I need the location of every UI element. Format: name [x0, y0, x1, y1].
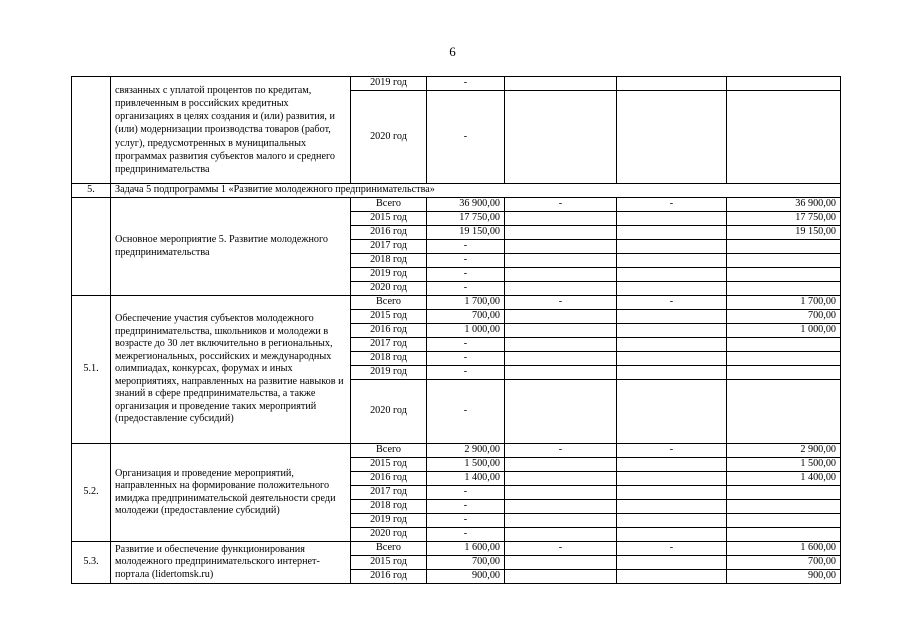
year-cell: 2015 год: [351, 458, 427, 472]
other-sources-cell: [727, 268, 841, 282]
regional-budget-cell: [617, 212, 727, 226]
total-cell: 900,00: [427, 570, 505, 584]
year-cell: 2015 год: [351, 310, 427, 324]
total-cell: -: [427, 268, 505, 282]
regional-budget-cell: -: [617, 296, 727, 310]
total-cell: -: [427, 366, 505, 380]
other-sources-cell: 36 900,00: [727, 198, 841, 212]
regional-budget-cell: -: [617, 198, 727, 212]
other-sources-cell: 900,00: [727, 570, 841, 584]
regional-budget-cell: [617, 268, 727, 282]
row-number-cell: 5.2.: [72, 444, 111, 542]
year-cell: 2017 год: [351, 240, 427, 254]
other-sources-cell: [727, 91, 841, 184]
other-sources-cell: [727, 352, 841, 366]
federal-budget-cell: [505, 486, 617, 500]
total-cell: -: [427, 282, 505, 296]
total-cell: -: [427, 514, 505, 528]
activity-description: Организация и проведение мероприятий, направленных на формирование положительного имиджа предпринимательской деятельности среди молодежи (предоставление субсидий): [111, 444, 351, 542]
other-sources-cell: [727, 338, 841, 352]
regional-budget-cell: [617, 91, 727, 184]
total-cell: -: [427, 91, 505, 184]
table-row: [72, 77, 841, 91]
total-cell: -: [427, 352, 505, 366]
federal-budget-cell: [505, 212, 617, 226]
year-cell: 2015 год: [351, 556, 427, 570]
regional-budget-cell: [617, 310, 727, 324]
federal-budget-cell: [505, 226, 617, 240]
federal-budget-cell: [505, 514, 617, 528]
activity-description: Обеспечение участия субъектов молодежного предпринимательства, школьников и молодежи в возрасте до 30 лет включительно в региональных, межрегиональных, российских и международных олимпиадах, конкурсах, форумах и иных мероприятиях, направленных на развитие навыков и знаний в сфере предпринимательства, а также организация и проведение таких мероприятий (предоставление субсидий): [111, 296, 351, 444]
federal-budget-cell: [505, 282, 617, 296]
regional-budget-cell: [617, 472, 727, 486]
task-title: Задача 5 подпрограммы 1 «Развитие молодежного предпринимательства»: [111, 184, 841, 198]
federal-budget-cell: [505, 240, 617, 254]
total-cell: 1 000,00: [427, 324, 505, 338]
federal-budget-cell: -: [505, 542, 617, 556]
regional-budget-cell: [617, 254, 727, 268]
federal-budget-cell: -: [505, 444, 617, 458]
year-cell: 2015 год: [351, 212, 427, 226]
year-cell: 2020 год: [351, 380, 427, 444]
federal-budget-cell: [505, 338, 617, 352]
year-cell: 2016 год: [351, 226, 427, 240]
year-cell: Всего: [351, 542, 427, 556]
task-row: [72, 184, 841, 198]
regional-budget-cell: [617, 338, 727, 352]
year-cell: 2020 год: [351, 528, 427, 542]
other-sources-cell: [727, 380, 841, 444]
year-cell: Всего: [351, 444, 427, 458]
total-cell: -: [427, 77, 505, 91]
year-cell: Всего: [351, 198, 427, 212]
table-row: [72, 444, 841, 458]
other-sources-cell: 1 000,00: [727, 324, 841, 338]
total-cell: 17 750,00: [427, 212, 505, 226]
federal-budget-cell: [505, 91, 617, 184]
total-cell: 19 150,00: [427, 226, 505, 240]
regional-budget-cell: [617, 556, 727, 570]
total-cell: 2 900,00: [427, 444, 505, 458]
other-sources-cell: [727, 240, 841, 254]
year-cell: 2016 год: [351, 324, 427, 338]
other-sources-cell: 1 700,00: [727, 296, 841, 310]
other-sources-cell: 2 900,00: [727, 444, 841, 458]
year-cell: 2017 год: [351, 338, 427, 352]
total-cell: -: [427, 380, 505, 444]
total-cell: 1 400,00: [427, 472, 505, 486]
other-sources-cell: [727, 528, 841, 542]
regional-budget-cell: [617, 486, 727, 500]
federal-budget-cell: [505, 366, 617, 380]
regional-budget-cell: [617, 282, 727, 296]
regional-budget-cell: [617, 240, 727, 254]
table-row: [72, 542, 841, 556]
total-cell: -: [427, 528, 505, 542]
table-row: [72, 198, 841, 212]
row-number-cell: [72, 198, 111, 296]
regional-budget-cell: [617, 77, 727, 91]
federal-budget-cell: [505, 352, 617, 366]
other-sources-cell: 1 600,00: [727, 542, 841, 556]
total-cell: -: [427, 486, 505, 500]
activity-description: Основное мероприятие 5. Развитие молодежного предпринимательства: [111, 198, 351, 296]
total-cell: -: [427, 500, 505, 514]
year-cell: 2018 год: [351, 500, 427, 514]
regional-budget-cell: [617, 514, 727, 528]
other-sources-cell: 700,00: [727, 310, 841, 324]
page-number: 6: [449, 44, 456, 59]
regional-budget-cell: [617, 366, 727, 380]
total-cell: 700,00: [427, 556, 505, 570]
year-cell: 2019 год: [351, 268, 427, 282]
regional-budget-cell: [617, 352, 727, 366]
regional-budget-cell: [617, 458, 727, 472]
total-cell: -: [427, 254, 505, 268]
federal-budget-cell: [505, 528, 617, 542]
federal-budget-cell: -: [505, 198, 617, 212]
year-cell: 2019 год: [351, 366, 427, 380]
federal-budget-cell: [505, 380, 617, 444]
activity-description: Развитие и обеспечение функционирования молодежного предпринимательского интернет-портала (lidertomsk.ru): [111, 542, 351, 584]
regional-budget-cell: -: [617, 542, 727, 556]
federal-budget-cell: [505, 77, 617, 91]
regional-budget-cell: -: [617, 444, 727, 458]
row-number-cell: 5.1.: [72, 296, 111, 444]
other-sources-cell: [727, 77, 841, 91]
year-cell: 2019 год: [351, 514, 427, 528]
total-cell: 1 600,00: [427, 542, 505, 556]
other-sources-cell: 1 400,00: [727, 472, 841, 486]
other-sources-cell: 1 500,00: [727, 458, 841, 472]
federal-budget-cell: [505, 310, 617, 324]
regional-budget-cell: [617, 226, 727, 240]
other-sources-cell: [727, 282, 841, 296]
year-cell: 2018 год: [351, 254, 427, 268]
regional-budget-cell: [617, 500, 727, 514]
other-sources-cell: 19 150,00: [727, 226, 841, 240]
regional-budget-cell: [617, 528, 727, 542]
activity-description: связанных с уплатой процентов по кредитам, привлеченным в российских кредитных организациях в целях создания и (или) развития, и (или) модернизации производства товаров (работ, услуг), предусмотренных в муниципальных программах развития субъектов малого и среднего предпринимательства: [111, 77, 351, 184]
federal-budget-cell: [505, 254, 617, 268]
federal-budget-cell: [505, 556, 617, 570]
year-cell: 2020 год: [351, 91, 427, 184]
regional-budget-cell: [617, 324, 727, 338]
other-sources-cell: [727, 514, 841, 528]
federal-budget-cell: [505, 472, 617, 486]
federal-budget-cell: [505, 570, 617, 584]
total-cell: -: [427, 240, 505, 254]
federal-budget-cell: -: [505, 296, 617, 310]
other-sources-cell: [727, 254, 841, 268]
other-sources-cell: [727, 500, 841, 514]
total-cell: 1 700,00: [427, 296, 505, 310]
other-sources-cell: 700,00: [727, 556, 841, 570]
total-cell: -: [427, 338, 505, 352]
total-cell: 700,00: [427, 310, 505, 324]
task-number: 5.: [72, 184, 111, 198]
year-cell: 2016 год: [351, 472, 427, 486]
budget-table: [71, 76, 841, 584]
year-cell: 2016 год: [351, 570, 427, 584]
year-cell: Всего: [351, 296, 427, 310]
table-row: [72, 296, 841, 310]
year-cell: 2018 год: [351, 352, 427, 366]
total-cell: 1 500,00: [427, 458, 505, 472]
other-sources-cell: [727, 366, 841, 380]
other-sources-cell: [727, 486, 841, 500]
federal-budget-cell: [505, 500, 617, 514]
year-cell: 2020 год: [351, 282, 427, 296]
federal-budget-cell: [505, 458, 617, 472]
row-number-cell: [72, 77, 111, 184]
regional-budget-cell: [617, 570, 727, 584]
total-cell: 36 900,00: [427, 198, 505, 212]
year-cell: 2017 год: [351, 486, 427, 500]
year-cell: 2019 год: [351, 77, 427, 91]
regional-budget-cell: [617, 380, 727, 444]
row-number-cell: 5.3.: [72, 542, 111, 584]
other-sources-cell: 17 750,00: [727, 212, 841, 226]
federal-budget-cell: [505, 268, 617, 282]
federal-budget-cell: [505, 324, 617, 338]
